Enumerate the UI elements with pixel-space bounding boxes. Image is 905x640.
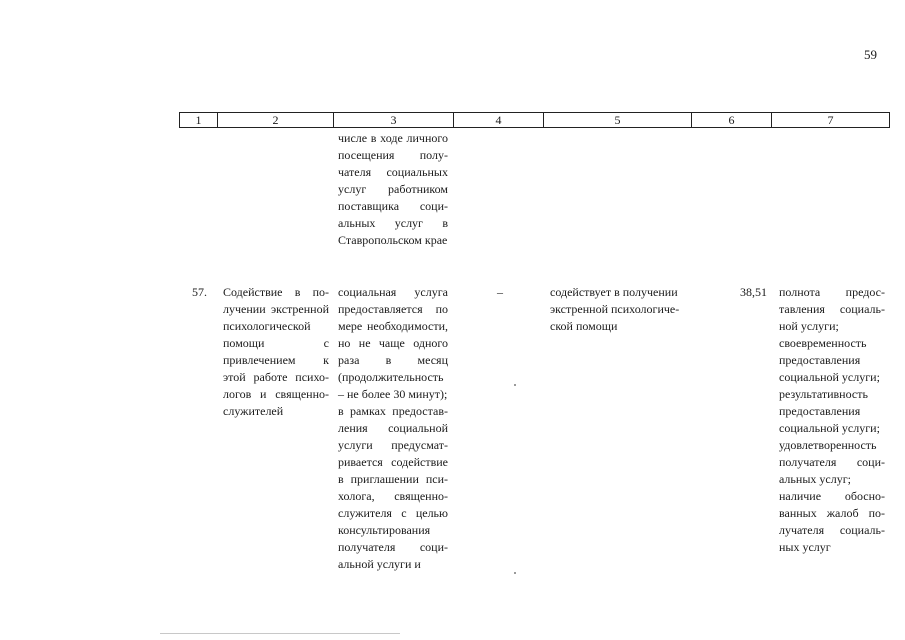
row-57-description-part-2: в рамках предоставления социальной услуги предусматривается содействие в приглашении психолога, священнослужителя с целью консультирования получателя социальной услуги и bbox=[338, 404, 448, 571]
header-col-3: 3 bbox=[334, 113, 454, 127]
scan-artifact bbox=[514, 384, 516, 386]
scan-artifact bbox=[514, 572, 516, 574]
row-57-description-part-1: социальная услуга предоставляется по мере необходимости, но не чаще одного раза в месяц (продолжительность – не более 30 минут); bbox=[338, 285, 448, 401]
quality-indicator-1: полнота предоставления социальной услуги; bbox=[779, 285, 885, 333]
row-57-tariff: 38,51 bbox=[740, 285, 767, 299]
header-col-1: 1 bbox=[180, 113, 218, 127]
header-col-6: 6 bbox=[692, 113, 772, 127]
header-col-2: 2 bbox=[218, 113, 334, 127]
row-57-col4-dash: – bbox=[497, 285, 503, 299]
table-header-row bbox=[179, 112, 890, 128]
header-col-7: 7 bbox=[827, 113, 834, 127]
quality-indicator-5: наличие обоснованных жалоб получателя социальных услуг bbox=[779, 489, 885, 554]
quality-indicator-2: своевременность предоставления социальной услуги; bbox=[779, 336, 880, 384]
row-57-number: 57. bbox=[192, 285, 207, 299]
row-57-quality-indicators bbox=[779, 284, 885, 556]
header-col-5: 5 bbox=[544, 113, 692, 127]
quality-indicator-3: результативность предоставления социальной услуги; bbox=[779, 387, 880, 435]
header-col-4: 4 bbox=[454, 113, 544, 127]
page-number: 59 bbox=[864, 47, 877, 62]
row-57-service-volume: содействует в получении экстренной психологической помощи bbox=[550, 285, 680, 333]
scan-artifact bbox=[160, 633, 400, 634]
row-57-service-name: Содействие в получении экстренной психологической помощи с привлечением к этой работе психологов и священнослужителей bbox=[223, 285, 329, 418]
continuation-col3-text: числе в ходе личного посещения получателя социальных услуг работником поставщика социальных услуг в Ставропольском крае bbox=[338, 131, 448, 247]
quality-indicator-4: удовлетворенность получателя социальных услуг; bbox=[779, 438, 885, 486]
row-57-service-description bbox=[338, 284, 448, 573]
